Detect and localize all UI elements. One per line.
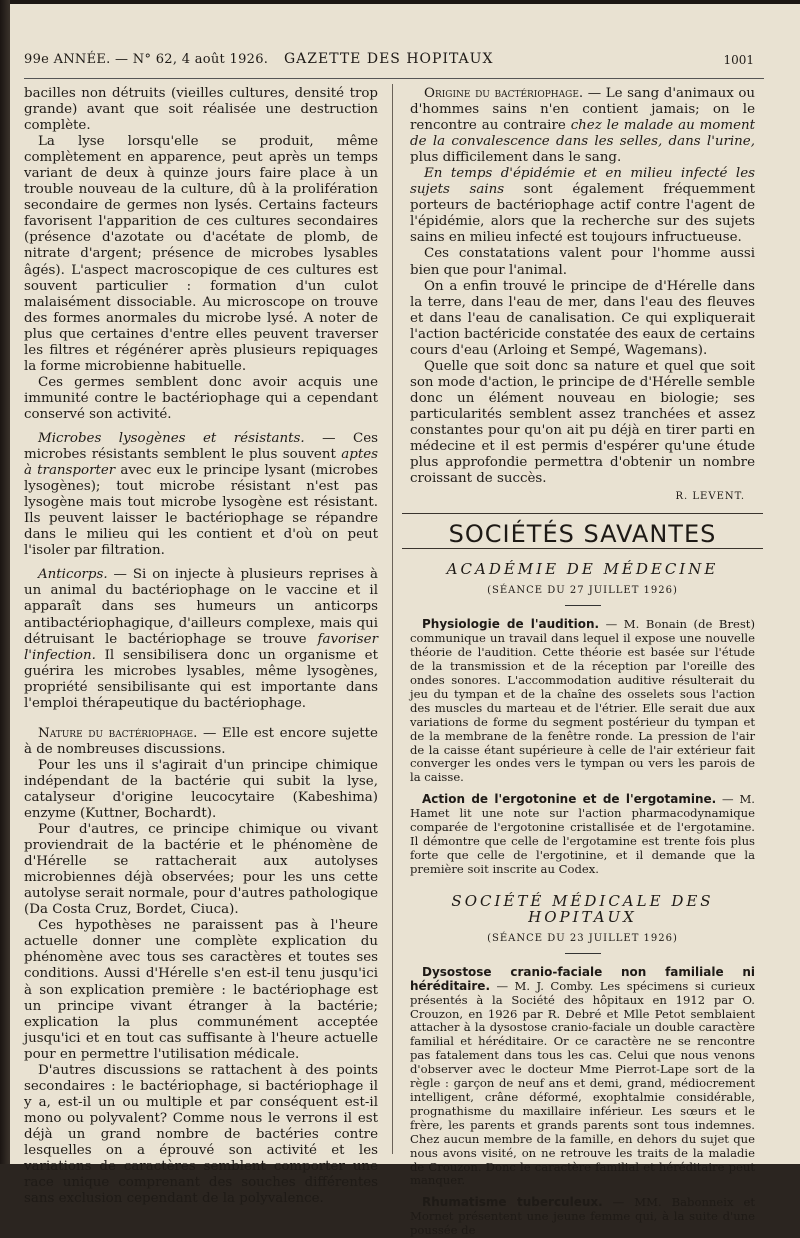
run-head: Microbes lysogènes et résistants. (38, 430, 305, 446)
text-run-italic: favoriser l'infection. (24, 631, 378, 663)
left-column (24, 86, 378, 1207)
paragraph (24, 431, 378, 559)
society-heading: SOCIÉTÉ MÉDICALE DES HOPITAUX (451, 891, 714, 926)
text-run: — MM. Babonneix et Mornet présentent une jeune femme qui, à la suite d'une poussée de (410, 1195, 755, 1238)
paragraph (410, 1196, 755, 1238)
author-signature: R. LEVENT. (675, 491, 745, 503)
paragraph: bacilles non détruits (vieilles cultures, densité trop grande) avant que soit réalisée une destruction complète. (24, 86, 378, 134)
paragraph: Ces germes semblent donc avoir acquis une immunité contre le bactériophage qui a cependant conservé son activité. (24, 374, 378, 422)
society-heading: ACADÉMIE DE MÉDECINE (446, 560, 719, 579)
text-run: sont également fréquemment porteurs de bactériophage actif contre l'agent de l'épidémie, alors que la recherche sur des sujets sains en milieu infecté est toujours infructueuse. (410, 182, 756, 246)
paragraph: Ces hypothèses ne paraissent pas à l'heure actuelle donner une complète explication du phénomène avec tous ses caractères et toutes ses conditions. Aussi d'Hérelle s'en est-il tenu jusqu'ici à son explication première : le bactériophage est un principe vivant étranger à la bactérie; explication la plus communément acceptée jusqu'ici et en tout cas suffisante à l'heure actuelle pour en permettre l'utilisation médicale. (24, 918, 378, 1062)
paragraph (410, 793, 755, 876)
text-run: — Si on injecte à plusieurs reprises à un animal du bactériophage on le vaccine et il apparaît dans ses humeurs un anticorps antibactériophagique, d'ailleurs complexe, mais qui détruisant le bactériophage se trouve (24, 567, 378, 647)
text-run: — M. J. Comby. Les spécimens si curieux présentés à la Société des hôpitaux en 1912 par O. Crouzon, en 1926 par R. Debré et Mlle Petot semblaient attacher à la dysostose cranio-faciale un double caractère familial et héréditaire. Or ce caractère ne se rencontre pas fatalement dans tous les cas. Celui que nous venons d'observer avec le docteur Mme Pierrot-Lape sort de la règle : garçon de neuf ans et demi, grand, médiocrement intelligent, crâne déformé, exophtalmie considérable, prognathisme du maxillaire inférieur. Les sœurs et le frère, les parents et grands parents sont tous indemnes. Chez aucun membre de la famille, en dehors du sujet que nous avons visité, on ne retrouve les traits de la maladie de Crouzon. Donc le caractère familial et héréditaire peut manquer. (410, 978, 755, 1188)
text-run: — M. Hamet lit une note sur l'action pharmacodynamique comparée de l'ergotonine cristallisée et de l'ergotamine. Il démontre que celle de l'ergotamine est trente fois plus forte que celle de l'ergotinine, et il demande que la première soit inscrite au Codex. (410, 792, 755, 876)
text-run: — Le sang d'animaux ou d'hommes sains n'en contient jamais; on le rencontre au contraire (410, 86, 756, 134)
binding-edge (0, 0, 10, 1164)
right-column (410, 86, 755, 1238)
report-title: Dysostose cranio-faciale non familiale ni héréditaire. (410, 964, 755, 993)
paragraph: Ces constatations valent pour l'homme aussi bien que pour l'animal. (410, 246, 755, 278)
spacer (24, 423, 378, 431)
run-head: Nature du bactériophage. (38, 725, 198, 741)
run-head: Origine du bactériophage. (424, 86, 584, 101)
header-rule (24, 78, 764, 79)
text-run: — Elle est encore sujette à de nombreuses discussions. (24, 725, 378, 757)
paragraph (410, 86, 755, 166)
text-run: — M. Bonain (de Brest) communique un travail dans lequel il expose une nouvelle théorie de l'audition. Cette théorie est basée sur l'étude de la transmission et de la réception par l'oreille des ondes sonores. L'accommodation auditive résulterait du jeu du tympan et de la chaîne des osselets sous l'action des muscles du marteau et de l'étrier. Elle serait due aux variations de forme du segment postérieur du tympan et de la membrane de la fenêtre ronde. La pression de l'air de la caisse étant supérieure à celle de l'air extérieur fait converger les ondes vers le tympan ou vers les parois de la caisse. (410, 617, 755, 785)
text-run: Il sensibilisera donc un organisme et guérira les microbes lysables, même lysogènes, propriété sensibilisante qui est importante dans l'emploi thérapeutique du bactériophage. (24, 647, 378, 711)
run-head: Anticorps. (38, 567, 108, 583)
paragraph (24, 726, 378, 758)
short-rule (565, 605, 601, 606)
session-date: (SÉANCE DU 27 JUILLET 1926) (487, 585, 678, 597)
column-divider (392, 84, 393, 1154)
paragraph (410, 618, 755, 785)
paragraph: Pour d'autres, ce principe chimique ou vivant proviendrait de la bactérie et le phénomène de d'Hérelle se rattacherait aux autolyses microbiennes déjà observées; pour les uns cette autolyse serait normale, pour d'autres pathologique (Da Costa Cruz, Bordet, Ciuca). (24, 822, 378, 918)
text-run: avec eux le principe lysant (microbes lysogènes); tout microbe résistant n'est pas lysogène mais tout microbe lysogène est résistant. Ils peuvent laisser le bactériophage se répandre dans le milieu qui les contient et d'où on peut l'isoler par filtration. (24, 463, 378, 559)
paragraph (410, 166, 755, 246)
journal-title: GAZETTE DES HOPITAUX (284, 51, 494, 67)
paragraph: Pour les uns il s'agirait d'un principe chimique indépendant de la bactérie qui subit la lyse, catalyseur d'origine leucocytaire (Kabeshima) enzyme (Kuttner, Bochardt). (24, 757, 378, 822)
report-block (410, 618, 755, 876)
report-title: Action de l'ergotonine et de l'ergotamine. (422, 792, 717, 807)
paragraph: La lyse lorsqu'elle se produit, même complètement en apparence, peut après un temps variant de deux à quinze jours faire place à un trouble nouveau de la culture, dû à la prolifération secondaire de germes non lysés. Certains facteurs favorisent l'apparition de ces cultures secondaires (présence d'azotate ou d'acétate de plomb, de nitrate d'argent; présence de microbes lysables âgés). L'aspect macroscopique de ces cultures est souvent particulier : formation d'un culot malaisément dissociable. Au microscope on trouve des formes anormales du microbe lysé. A noter de plus que certaines d'entre elles peuvent traverser les filtres et régénérer après plusieurs repiquages la forme microbienne habituelle. (24, 134, 378, 374)
section-rule (402, 513, 763, 514)
report-block (410, 966, 755, 1238)
paragraph: On a enfin trouvé le principe de d'Hérelle dans la terre, dans l'eau de mer, dans l'eau des fleuves et dans l'eau de canalisation. Ce qui expliquerait l'action bactéricide constatée des eaux de certains cours d'eau (Arloing et Sempé, Wagemans). (410, 278, 755, 358)
session-date: (SÉANCE DU 23 JUILLET 1926) (487, 932, 678, 944)
section-rule (402, 548, 763, 549)
short-rule (565, 953, 601, 954)
spacer (24, 559, 378, 567)
text-run: plus difficilement dans le sang. (410, 150, 622, 166)
issue-line: 99e ANNÉE. — N° 62, 4 août 1926. (24, 52, 269, 67)
paragraph: D'autres discussions se rattachent à des points secondaires : le bactériophage, si bactériophage il y a, est-il un ou multiple et par conséquent est-il mono ou polyvalent? Comme nous le verrons il est déjà un grand nombre de bactéries contre lesquelles on a éprouvé son activité et les variations de caractères semblent comporter une race unique comprenant des souches différentes sans exclusion cependant de la polyvalence. (24, 1062, 378, 1207)
page-number: 1001 (723, 53, 754, 67)
page-header (14, 50, 754, 72)
paragraph: Quelle que soit donc sa nature et quel que soit son mode d'action, le principe de d'Hérelle semble donc un élément nouveau en biologie; ses particularités semblent assez tranchées et assez constantes pour qu'on ait pu déjà en tirer parti en médecine et il est permis d'espérer qu'une étude plus approfondie permettra d'obtenir un nombre croissant de succès. (410, 358, 755, 487)
text-run-italic: chez le malade au moment de la convalescence dans les selles, dans l'urine, (410, 118, 755, 150)
section-heading: SOCIÉTÉS SAVANTES (448, 520, 717, 549)
text-run: — Ces microbes résistants semblent le plus souvent (24, 430, 378, 463)
report-title: Physiologie de l'audition. (422, 617, 600, 632)
paragraph (410, 966, 755, 1189)
text-run-italic: aptes à transporter (24, 447, 378, 479)
report-title: Rhumatisme tuberculeux. (422, 1195, 603, 1210)
spacer (24, 712, 378, 726)
text-run-italic: En temps d'épidémie et en milieu infecté les sujets sains (410, 166, 755, 198)
paragraph (24, 567, 378, 711)
